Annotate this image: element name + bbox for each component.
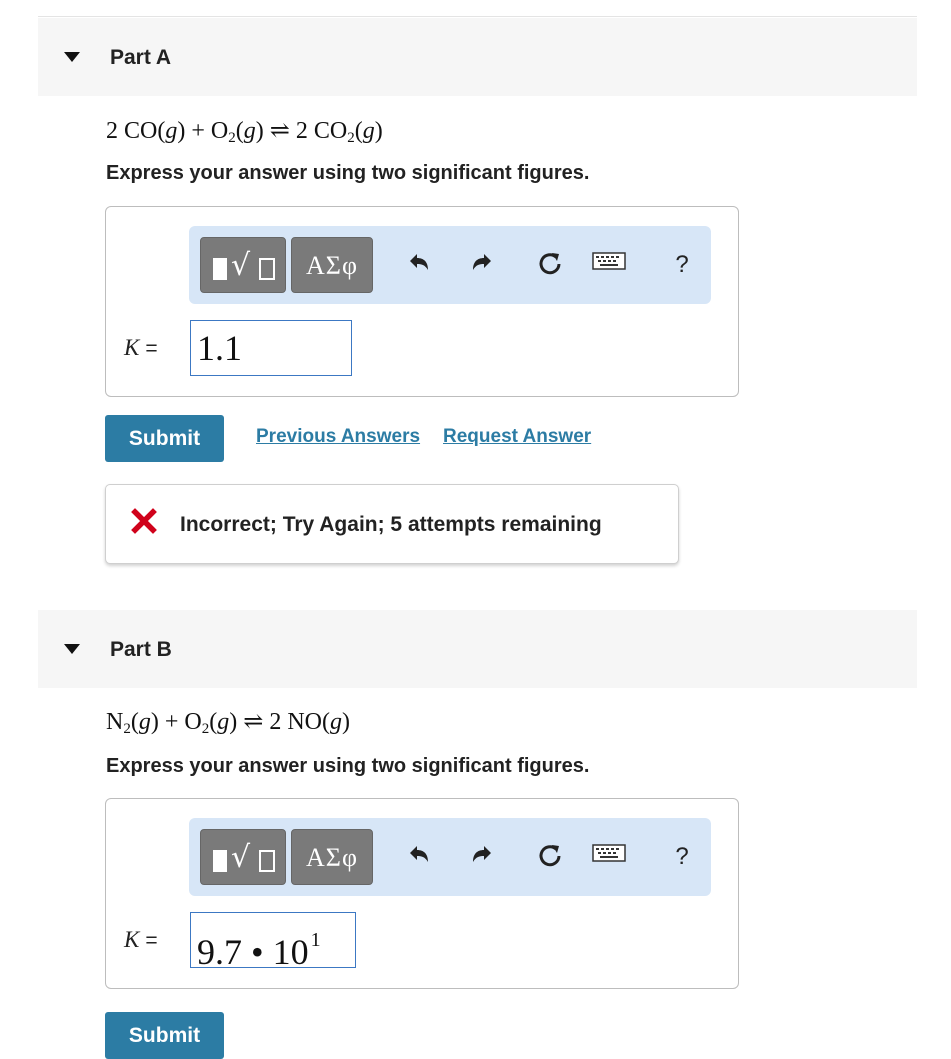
eq-phase: g bbox=[217, 709, 230, 735]
eq-term: ) bbox=[150, 709, 159, 735]
box-icon bbox=[259, 258, 275, 280]
part-a-equation bbox=[106, 116, 383, 147]
eq-term: ) bbox=[342, 709, 350, 735]
symbols-button[interactable] bbox=[291, 829, 373, 885]
radical-icon: √ bbox=[231, 248, 251, 283]
eq-term: 2 bbox=[106, 118, 124, 144]
help-button[interactable]: ? bbox=[675, 843, 689, 870]
eq-term: ( bbox=[354, 118, 363, 144]
eq-term: NO( bbox=[287, 709, 330, 735]
part-b-answer-box bbox=[105, 798, 739, 989]
radical-icon: √ bbox=[231, 840, 251, 875]
reset-icon[interactable] bbox=[533, 248, 567, 282]
eq-arrow: ⇌ bbox=[237, 709, 270, 735]
eq-term: ( bbox=[130, 709, 139, 735]
part-b-instruction: Express your answer using two significant figures. bbox=[106, 755, 590, 777]
eq-phase: g bbox=[243, 118, 256, 144]
reset-icon[interactable] bbox=[533, 840, 567, 874]
eq-phase: g bbox=[165, 118, 178, 144]
eq-subscript: 2 bbox=[201, 721, 210, 737]
part-a-header[interactable] bbox=[38, 18, 917, 96]
caret-down-icon[interactable] bbox=[64, 52, 80, 62]
templates-button[interactable] bbox=[200, 829, 286, 885]
part-b-title: Part B bbox=[110, 638, 172, 661]
eq-term: N bbox=[106, 709, 124, 735]
top-divider bbox=[38, 16, 917, 17]
part-b-equation bbox=[106, 707, 350, 738]
caret-down-icon[interactable] bbox=[64, 644, 80, 654]
eq-term: 2 bbox=[269, 709, 288, 735]
eq-term: CO( bbox=[124, 118, 166, 144]
answer-label-eq: = bbox=[145, 929, 158, 952]
eq-term: ( bbox=[209, 709, 218, 735]
eq-phase: g bbox=[330, 709, 342, 735]
math-toolbar bbox=[189, 818, 711, 896]
eq-term: ( bbox=[235, 118, 244, 144]
request-answer-link[interactable]: Request Answer bbox=[443, 426, 592, 447]
eq-term: ) bbox=[229, 709, 238, 735]
undo-icon[interactable] bbox=[402, 248, 436, 282]
answer-label-var: K bbox=[124, 927, 140, 952]
eq-term: CO bbox=[313, 118, 348, 144]
feedback-box bbox=[105, 484, 679, 564]
submit-button[interactable]: Submit bbox=[105, 1012, 224, 1059]
redo-icon[interactable] bbox=[465, 248, 499, 282]
part-b-header[interactable] bbox=[38, 610, 917, 688]
keyboard-icon[interactable] bbox=[592, 840, 626, 874]
eq-phase: g bbox=[362, 118, 375, 144]
symbols-label: ΑΣφ bbox=[306, 843, 358, 872]
previous-answers-link[interactable]: Previous Answers bbox=[256, 426, 421, 447]
math-toolbar bbox=[189, 226, 711, 304]
answer-label bbox=[124, 927, 158, 953]
square-icon bbox=[213, 258, 227, 280]
incorrect-x-icon bbox=[130, 507, 158, 535]
eq-phase: g bbox=[138, 709, 151, 735]
eq-subscript: 2 bbox=[228, 130, 236, 146]
symbols-label: ΑΣφ bbox=[306, 251, 358, 280]
eq-term: ) bbox=[255, 118, 264, 144]
eq-plus: + bbox=[158, 709, 185, 735]
answer-label-eq: = bbox=[145, 337, 158, 360]
eq-term: ) bbox=[374, 118, 383, 144]
eq-plus: + bbox=[185, 118, 211, 144]
submit-button[interactable]: Submit bbox=[105, 415, 224, 462]
eq-subscript: 2 bbox=[347, 130, 355, 146]
redo-icon[interactable] bbox=[465, 840, 499, 874]
keyboard-icon[interactable] bbox=[592, 248, 626, 282]
answer-exponent: 1 bbox=[310, 929, 321, 951]
eq-arrow: ⇌ bbox=[263, 118, 296, 144]
undo-icon[interactable] bbox=[402, 840, 436, 874]
box-icon bbox=[259, 850, 275, 872]
symbols-button[interactable] bbox=[291, 237, 373, 293]
answer-label bbox=[124, 335, 158, 361]
answer-input[interactable]: 1.1 bbox=[190, 320, 352, 376]
help-button[interactable]: ? bbox=[675, 251, 689, 278]
answer-mantissa: 9.7 • 10 bbox=[197, 932, 309, 972]
answer-label-var: K bbox=[124, 335, 140, 360]
eq-subscript: 2 bbox=[123, 721, 131, 737]
templates-button[interactable] bbox=[200, 237, 286, 293]
answer-input[interactable] bbox=[190, 912, 356, 972]
part-a-answer-box bbox=[105, 206, 739, 397]
square-icon bbox=[213, 850, 227, 872]
eq-term: O bbox=[184, 709, 202, 735]
feedback-message: Incorrect; Try Again; 5 attempts remaining bbox=[180, 513, 602, 536]
part-a-instruction: Express your answer using two significant figures. bbox=[106, 162, 590, 184]
part-a-title: Part A bbox=[110, 46, 172, 69]
eq-term: 2 bbox=[295, 118, 314, 144]
eq-term: O bbox=[210, 118, 229, 144]
eq-term: ) bbox=[177, 118, 186, 144]
